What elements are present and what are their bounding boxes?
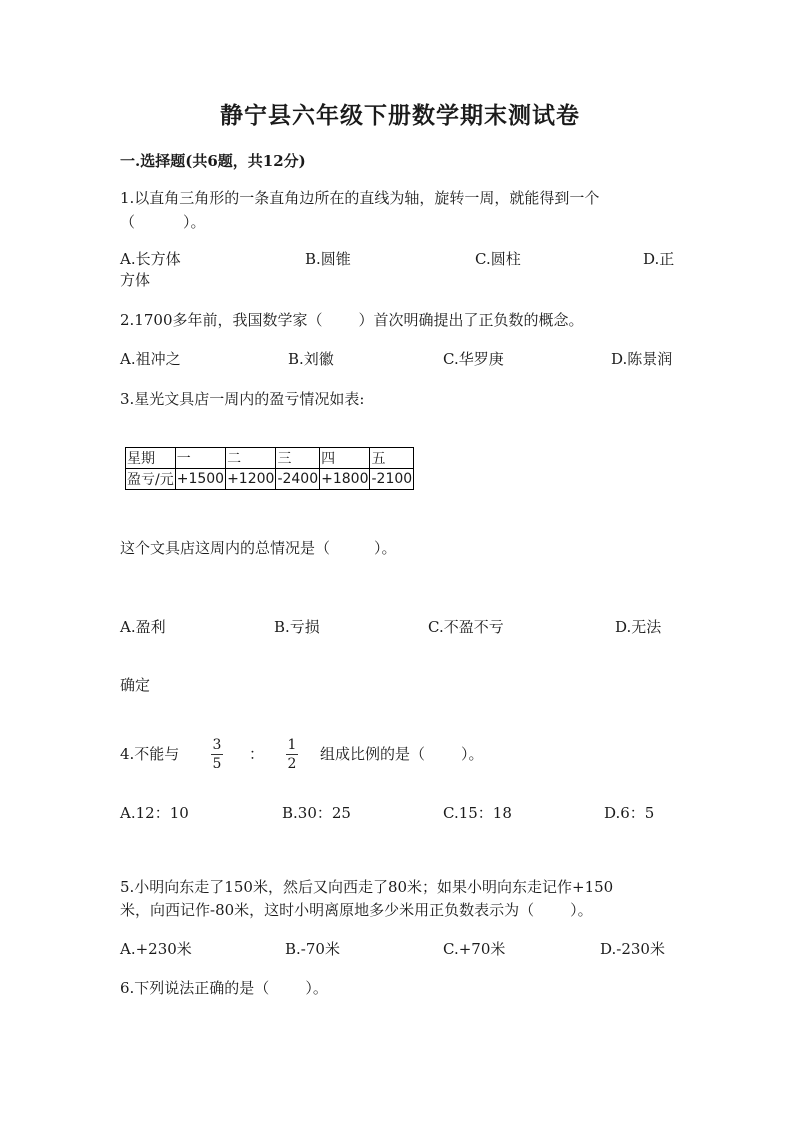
q3-option-d-continued: 确定 bbox=[120, 676, 151, 694]
table-cell: 三 bbox=[276, 448, 320, 469]
fraction-one-half bbox=[283, 736, 301, 773]
q1-option-b: B.圆锥 bbox=[305, 250, 351, 268]
q4-option-c: C.15：18 bbox=[443, 804, 512, 822]
q1-option-d-continued: 方体 bbox=[120, 271, 151, 289]
q3-question: 这个文具店这周内的总情况是（ ）。 bbox=[120, 539, 397, 557]
q1-option-a: A.长方体 bbox=[120, 250, 181, 268]
table-cell: 五 bbox=[370, 448, 414, 469]
q5-option-c: C.+70米 bbox=[443, 940, 506, 958]
q4-option-b: B.30：25 bbox=[282, 804, 351, 822]
q2-option-d: D.陈景润 bbox=[611, 350, 673, 368]
q3-option-a: A.盈利 bbox=[120, 618, 166, 636]
q1-option-d: D.正 bbox=[643, 250, 675, 268]
q4-option-a: A.12：10 bbox=[120, 804, 189, 822]
table-cell: 一 bbox=[175, 448, 225, 469]
q2-option-b: B.刘徽 bbox=[288, 350, 334, 368]
fraction-numerator: 3 bbox=[212, 737, 222, 753]
section-heading: 一.选择题(共6题，共12分) bbox=[120, 152, 306, 170]
profit-loss-table bbox=[125, 447, 414, 490]
q5-option-a: A.+230米 bbox=[120, 940, 192, 958]
q2-option-a: A.祖冲之 bbox=[120, 350, 181, 368]
fraction-denominator: 2 bbox=[287, 756, 297, 772]
table-cell: -2400 bbox=[276, 469, 320, 490]
q5-text-line1: 5.小明向东走了150米，然后又向西走了80米；如果小明向东走记作+150 bbox=[120, 878, 614, 896]
table-header-row bbox=[126, 448, 414, 469]
table-cell: 二 bbox=[226, 448, 276, 469]
table-cell: -2100 bbox=[370, 469, 414, 490]
q3-option-d: D.无法 bbox=[615, 618, 662, 636]
ratio-colon: ： bbox=[249, 745, 265, 763]
table-cell: 四 bbox=[320, 448, 370, 469]
q1-option-c: C.圆柱 bbox=[475, 250, 521, 268]
table-cell: 盈亏/元 bbox=[126, 469, 176, 490]
q3-option-c: C.不盈不亏 bbox=[428, 618, 504, 636]
fraction-numerator: 1 bbox=[287, 737, 297, 753]
q6-text: 6.下列说法正确的是（ ）。 bbox=[120, 979, 328, 997]
table-cell: +1500 bbox=[175, 469, 225, 490]
q3-text: 3.星光文具店一周内的盈亏情况如表: bbox=[120, 390, 365, 408]
table-cell: +1200 bbox=[226, 469, 276, 490]
q5-option-b: B.-70米 bbox=[285, 940, 340, 958]
q4-text-after: 组成比例的是（ ）。 bbox=[320, 745, 484, 763]
fraction-denominator: 5 bbox=[212, 756, 222, 772]
q4-text-before: 4.不能与 bbox=[120, 745, 180, 763]
page-title: 静宁县六年级下册数学期末测试卷 bbox=[220, 102, 580, 129]
q5-option-d: D.-230米 bbox=[600, 940, 665, 958]
q5-text-line2: 米，向西记作-80米，这时小明离原地多少米用正负数表示为（ ）。 bbox=[120, 901, 593, 919]
fraction-three-fifths bbox=[208, 736, 226, 773]
q1-text-line2: （ ）。 bbox=[120, 213, 206, 231]
q1-text-line1: 1.以直角三角形的一条直角边所在的直线为轴，旋转一周，就能得到一个 bbox=[120, 189, 600, 207]
q2-option-c: C.华罗庚 bbox=[443, 350, 504, 368]
q3-option-b: B.亏损 bbox=[274, 618, 320, 636]
table-cell: +1800 bbox=[320, 469, 370, 490]
q4-option-d: D.6：5 bbox=[604, 804, 655, 822]
table-row bbox=[126, 469, 414, 490]
q2-text: 2.1700多年前，我国数学家（ ）首次明确提出了正负数的概念。 bbox=[120, 311, 584, 329]
table-cell: 星期 bbox=[126, 448, 176, 469]
